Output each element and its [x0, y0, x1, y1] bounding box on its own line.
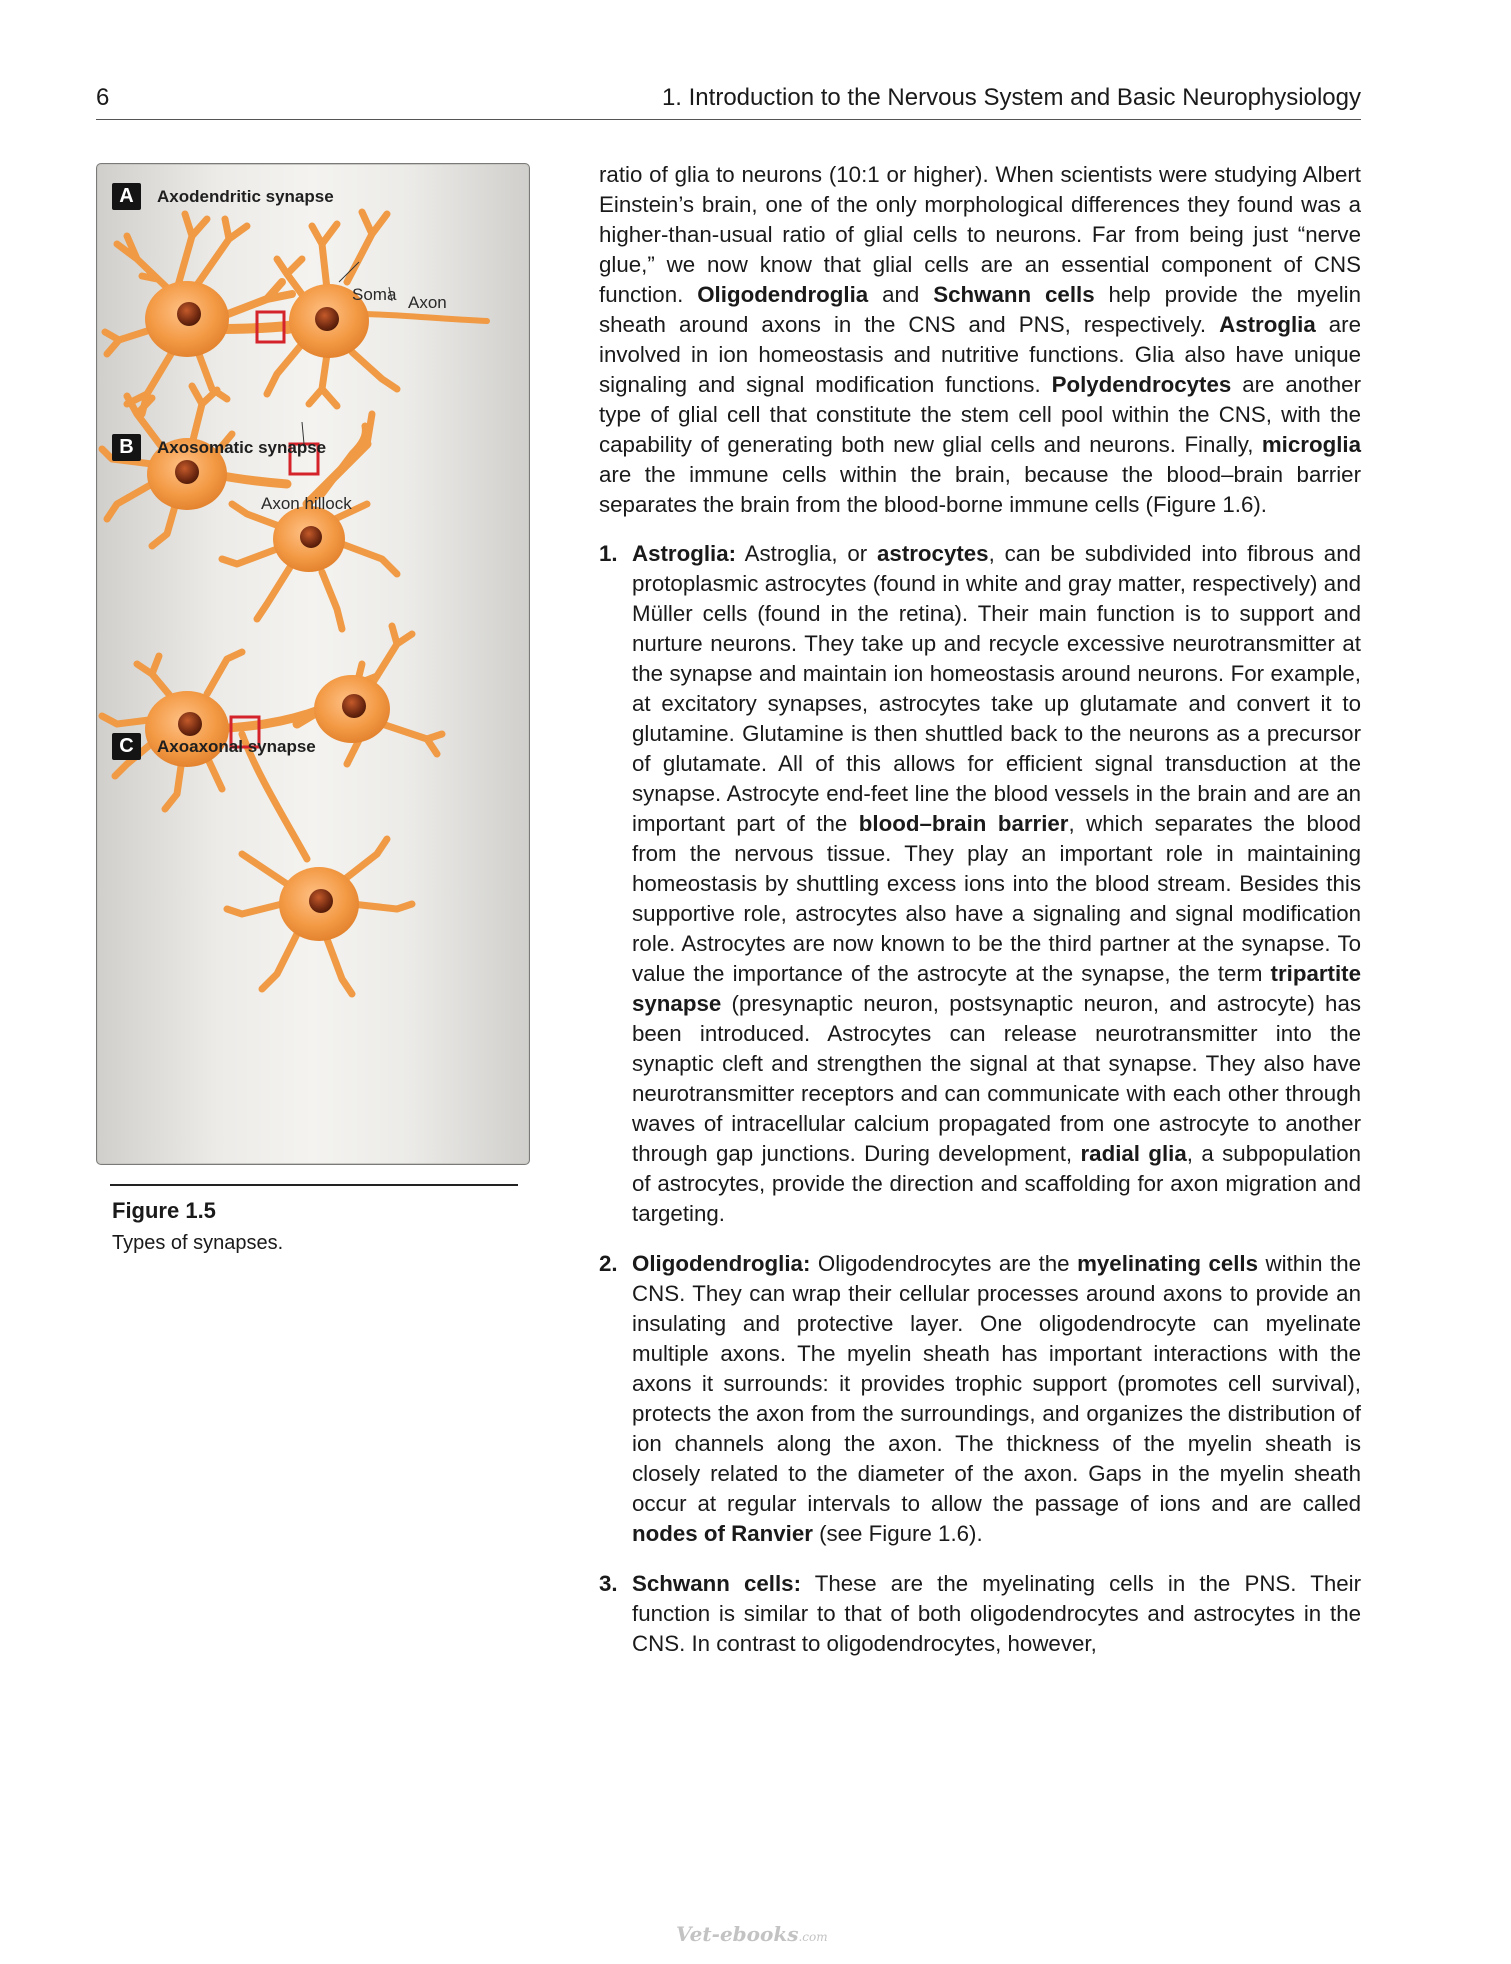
list-item-schwann-cells [599, 1569, 1361, 1659]
text-run: These are the myelinating cells in the PNS. Their function is similar to that of both oligodendrocytes and astrocytes in the CNS. In contrast to oligodendrocytes, however, [632, 1571, 1361, 1656]
text-run: help provide the myelin sheath around axons in the CNS and PNS, respectively. [599, 282, 1361, 337]
list-item-text [632, 541, 1361, 1226]
running-head: 1. Introduction to the Nervous System and Basic Neurophysiology [661, 84, 1361, 111]
panel-c-badge: C [112, 733, 141, 760]
panel-b-label [112, 434, 326, 461]
neuron-illustration [97, 164, 530, 1165]
bold-term: tripartite synapse [632, 961, 1361, 1016]
callout-axon: Axon [408, 293, 447, 312]
callout-soma: Soma [352, 285, 397, 304]
bold-term: Oligodendroglia: [632, 1251, 811, 1276]
header-rule [96, 119, 1361, 120]
bold-term: myelinating cells [1077, 1251, 1259, 1276]
panel-c-label [112, 733, 316, 760]
bold-term: Astroglia [1219, 312, 1316, 337]
figure-caption-rule [110, 1184, 518, 1186]
figure-caption: Types of synapses. [112, 1232, 284, 1254]
text-run: and [868, 282, 934, 307]
bold-term: microglia [1261, 432, 1361, 457]
list-number: 3. [599, 1571, 618, 1596]
panel-b-title: Axosomatic synapse [157, 437, 327, 457]
panel-b-badge: B [112, 434, 141, 461]
text-run: are involved in ion homeostasis and nutritive functions. Glia also have unique signaling and signal modification functions. [599, 312, 1361, 397]
figure-panel [96, 163, 530, 1165]
text-run: within the CNS. They can wrap their cellular processes around axons to provide an insulating and protective layer. One oligodendrocyte can myelinate multiple axons. The myelin sheath has important interactions with the axons it surrounds: it provides trophic support (promotes cell survival), protects the axon from the surroundings, and organizes the distribution of ion channels along the axon. The thickness of the myelin sheath is closely related to the diameter of the axon. Gaps in the myelin sheath occur at regular intervals to allow the passage of ions and are called [632, 1251, 1362, 1516]
bold-term: nodes of Ranvier [632, 1521, 813, 1546]
text-run: , which separates the blood from the nervous tissue. They play an important role in maintaining homeostasis by shuttling excess ions into the blood stream. Besides this supportive role, astrocytes also have a signaling and signal modification role. Astrocytes are now known to be the third partner at the synapse. To value the importance of the astrocyte at the synapse, the term [632, 811, 1361, 986]
glia-list [599, 539, 1361, 1659]
list-item-astroglia [599, 539, 1361, 1229]
neuron-c-bottom [227, 734, 412, 994]
bold-term: Polydendrocytes [1051, 372, 1232, 397]
watermark-name: Vet-ebooks [676, 1922, 799, 1946]
text-run: Astroglia, or [736, 541, 878, 566]
panel-a-badge: A [112, 183, 141, 210]
text-run: (see Figure 1.6). [812, 1521, 983, 1546]
page-number: 6 [96, 84, 110, 111]
bold-term: Schwann cells: [632, 1571, 802, 1596]
text-run: (presynaptic neuron, postsynaptic neuron, and astrocyte) has been introduced. Astrocytes can release neurotransmitter into the synaptic cleft and strengthen the signal at that synapse. They also have neurotransmitter receptors and can communicate with each other through waves of intracellular calcium propagated from one astrocyte to another through gap junctions. During development, [632, 991, 1361, 1166]
text-run: are the immune cells within the brain, because the blood–brain barrier separates the brain from the blood-borne immune cells (Figure 1.6). [599, 462, 1361, 517]
list-number: 2. [599, 1251, 618, 1276]
watermark [676, 1922, 828, 1946]
text-run: Oligodendrocytes are the [810, 1251, 1078, 1276]
bold-term: blood–brain barrier [858, 811, 1069, 836]
panel-a-title: Axodendritic synapse [157, 186, 334, 206]
bold-term: radial glia [1080, 1141, 1187, 1166]
text-run: , a subpopulation of astrocytes, provide the direction and scaffolding for axon migration and targeting. [632, 1141, 1362, 1226]
text-run: , can be subdivided into fibrous and protoplasmic astrocytes (found in white and gray matter, respectively) and Müller cells (found in the retina). Their main function is to support and nurture neurons. They take up and recycle excessive neurotransmitter at the synapse and maintain ion homeostasis around neurons. For example, at excitatory synapses, astrocytes take up glutamate and convert it to glutamine. Glutamine is then shuttled back to the neurons as a precursor of glutamate. All of this allows for efficient signal transduction at the synapse. Astrocyte end-feet line the blood vessels in the brain and are an important part of the [632, 541, 1362, 836]
list-number: 1. [599, 541, 618, 566]
text-run: are another type of glial cell that constitute the stem cell pool within the CNS, with the capability of generating both new glial cells and neurons. Finally, [599, 372, 1361, 457]
callout-axon-hillock: Axon hillock [261, 494, 352, 513]
list-item-oligodendroglia [599, 1249, 1361, 1549]
bold-term: astrocytes [877, 541, 989, 566]
text-run: ratio of glia to neurons (10:1 or higher). When scientists were studying Albert Einstein’s brain, one of the only morphological differences they found was a higher-than-usual ratio of glial cells to neurons. Far from being just “nerve glue,” we now know that glial cells are an essential component of CNS function. [599, 162, 1361, 307]
list-item-text [632, 1251, 1361, 1546]
bold-term: Oligodendroglia [697, 282, 869, 307]
bold-term: Astroglia: [632, 541, 737, 566]
figure-number: Figure 1.5 [112, 1198, 216, 1223]
intro-paragraph [599, 160, 1361, 520]
bold-term: Schwann cells [933, 282, 1095, 307]
panel-a-label [112, 183, 334, 210]
body-text [599, 160, 1361, 1659]
list-item-text [632, 1571, 1361, 1656]
panel-c-title: Axoaxonal synapse [157, 736, 316, 756]
watermark-suffix: .com [798, 1930, 828, 1944]
